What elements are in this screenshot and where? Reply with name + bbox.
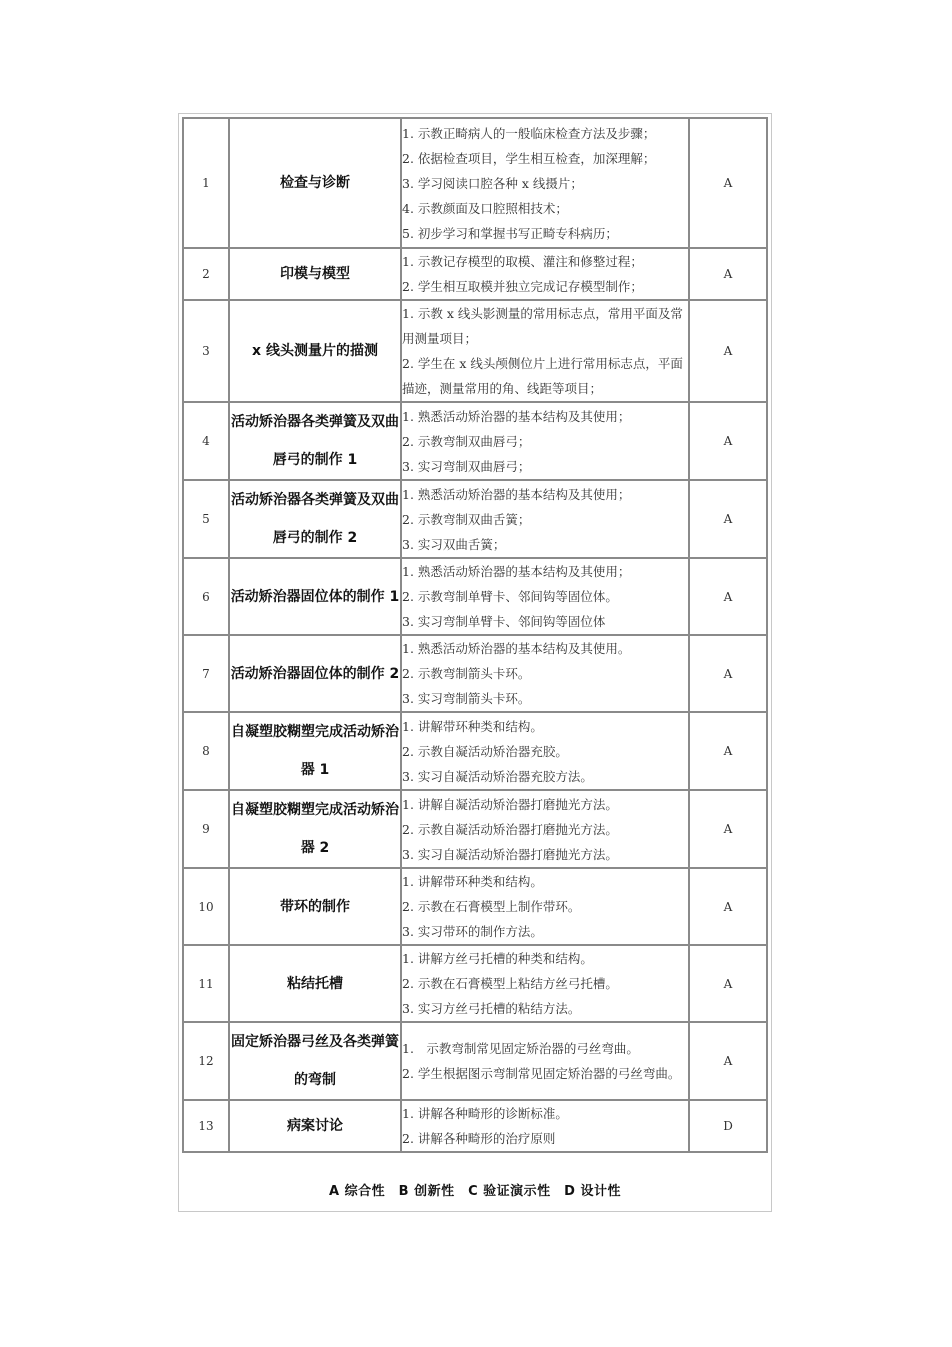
table-row — [183, 402, 767, 480]
experiment-name: 固定矫治器弓丝及各类弹簧的弯制 — [229, 1022, 401, 1100]
table-row — [183, 118, 767, 248]
content-line: 1. 示教 x 线头影测量的常用标志点，常用平面及常用测量项目； — [402, 306, 683, 346]
content-line: 2. 学生根据图示弯制常见固定矫治器的弓丝弯曲。 — [402, 1066, 681, 1081]
experiment-table — [182, 117, 768, 1153]
content-line: 2. 依据检查项目，学生相互检查，加深理解； — [402, 150, 656, 166]
experiment-table-body — [183, 118, 767, 1152]
content-line: 1. 示教正畸病人的一般临床检查方法及步骤； — [402, 125, 656, 141]
row-number: 12 — [183, 1022, 229, 1100]
content-line: 1. 讲解方丝弓托槽的种类和结构。 — [402, 951, 593, 966]
category-code: A — [689, 118, 767, 248]
content-line: 2. 学生在 x 线头颅侧位片上进行常用标志点，平面描迹，测量常用的角、线距等项目； — [402, 356, 683, 396]
content-line: 3. 实习弯制箭头卡环。 — [402, 691, 531, 706]
category-code: A — [689, 558, 767, 635]
content-line: 1. 讲解带环种类和结构。 — [402, 718, 543, 734]
content-line: 3. 实习方丝弓托槽的粘结方法。 — [402, 1001, 581, 1016]
experiment-content — [401, 1100, 689, 1152]
content-line: 2. 示教弯制单臂卡、邻间钩等固位体。 — [402, 589, 618, 604]
category-code: A — [689, 1022, 767, 1100]
table-row — [183, 558, 767, 635]
experiment-name: 带环的制作 — [229, 868, 401, 945]
content-line: 3. 实习弯制单臂卡、邻间钩等固位体 — [402, 614, 606, 629]
experiment-name: 活动矫治器各类弹簧及双曲唇弓的制作 2 — [229, 480, 401, 558]
experiment-content — [401, 480, 689, 558]
experiment-content — [401, 945, 689, 1022]
experiment-content — [401, 248, 689, 300]
category-code: A — [689, 300, 767, 402]
experiment-name: 粘结托槽 — [229, 945, 401, 1022]
content-line: 2. 示教弯制双曲唇弓； — [402, 433, 531, 449]
content-line: 2. 学生相互取模并独立完成记存模型制作； — [402, 279, 643, 294]
category-legend: A 综合性 B 创新性 C 验证演示性 D 设计性 — [329, 1184, 621, 1199]
content-line: 3. 实习自凝活动矫治器打磨抛光方法。 — [402, 846, 618, 862]
content-line: 5. 初步学习和掌握书写正畸专科病历； — [402, 225, 618, 241]
table-row — [183, 712, 767, 790]
category-code: A — [689, 868, 767, 945]
content-line: 3. 实习自凝活动矫治器充胶方法。 — [402, 768, 593, 784]
content-line: 1. 示教记存模型的取模、灌注和修整过程； — [402, 254, 643, 269]
table-row — [183, 635, 767, 712]
row-number: 4 — [183, 402, 229, 480]
row-number: 3 — [183, 300, 229, 402]
category-code: A — [689, 790, 767, 868]
content-line: 3. 学习阅读口腔各种 x 线摄片； — [402, 175, 583, 191]
row-number: 9 — [183, 790, 229, 868]
experiment-content — [401, 558, 689, 635]
category-code: A — [689, 945, 767, 1022]
experiment-content — [401, 1022, 689, 1100]
content-line: 2. 示教自凝活动矫治器充胶。 — [402, 743, 568, 759]
row-number: 10 — [183, 868, 229, 945]
content-line: 1. 讲解各种畸形的诊断标准。 — [402, 1106, 568, 1121]
experiment-name: 检查与诊断 — [229, 118, 401, 248]
row-number: 13 — [183, 1100, 229, 1152]
experiment-content — [401, 712, 689, 790]
content-line: 3. 实习带环的制作方法。 — [402, 924, 543, 939]
content-line: 3. 实习弯制双曲唇弓； — [402, 458, 531, 474]
row-number: 5 — [183, 480, 229, 558]
experiment-content — [401, 300, 689, 402]
experiment-content — [401, 868, 689, 945]
content-line: 1. 讲解自凝活动矫治器打磨抛光方法。 — [402, 796, 618, 812]
content-line: 2. 示教弯制箭头卡环。 — [402, 666, 531, 681]
experiment-name: 病案讨论 — [229, 1100, 401, 1152]
content-line: 1. 讲解带环种类和结构。 — [402, 874, 543, 889]
experiment-name: 自凝塑胶糊塑完成活动矫治器 2 — [229, 790, 401, 868]
category-code: A — [689, 635, 767, 712]
table-row — [183, 1100, 767, 1152]
experiment-content — [401, 790, 689, 868]
content-line: 2. 示教在石膏模型上制作带环。 — [402, 899, 581, 914]
table-row — [183, 1022, 767, 1100]
row-number: 1 — [183, 118, 229, 248]
content-line: 2. 讲解各种畸形的治疗原则 — [402, 1131, 556, 1146]
experiment-content — [401, 635, 689, 712]
row-number: 8 — [183, 712, 229, 790]
row-number: 11 — [183, 945, 229, 1022]
experiment-name: 活动矫治器各类弹簧及双曲唇弓的制作 1 — [229, 402, 401, 480]
experiment-name: 活动矫治器固位体的制作 2 — [229, 635, 401, 712]
category-code: A — [689, 480, 767, 558]
category-code: A — [689, 712, 767, 790]
content-line: 1. 熟悉活动矫治器的基本结构及其使用； — [402, 408, 631, 424]
table-row — [183, 300, 767, 402]
content-line: 3. 实习双曲舌簧； — [402, 536, 506, 552]
content-line: 1. 熟悉活动矫治器的基本结构及其使用； — [402, 564, 631, 579]
content-line: 1. 熟悉活动矫治器的基本结构及其使用； — [402, 486, 631, 502]
content-line: 2. 示教弯制双曲舌簧； — [402, 511, 531, 527]
experiment-name: x 线头测量片的描测 — [229, 300, 401, 402]
experiment-name: 活动矫治器固位体的制作 1 — [229, 558, 401, 635]
row-number: 2 — [183, 248, 229, 300]
category-code: A — [689, 248, 767, 300]
table-row — [183, 945, 767, 1022]
category-code: D — [689, 1100, 767, 1152]
content-line: 4. 示教颜面及口腔照相技术； — [402, 200, 568, 216]
table-row — [183, 480, 767, 558]
content-line: 2. 示教在石膏模型上粘结方丝弓托槽。 — [402, 976, 618, 991]
row-number: 6 — [183, 558, 229, 635]
content-line: 1. 熟悉活动矫治器的基本结构及其使用。 — [402, 641, 631, 656]
table-row — [183, 248, 767, 300]
experiment-name: 自凝塑胶糊塑完成活动矫治器 1 — [229, 712, 401, 790]
experiment-content — [401, 118, 689, 248]
content-line: 2. 示教自凝活动矫治器打磨抛光方法。 — [402, 821, 618, 837]
experiment-content — [401, 402, 689, 480]
row-number: 7 — [183, 635, 229, 712]
category-code: A — [689, 402, 767, 480]
table-row — [183, 868, 767, 945]
experiment-name: 印模与模型 — [229, 248, 401, 300]
table-row — [183, 790, 767, 868]
content-line: 1. 示教弯制常见固定矫治器的弓丝弯曲。 — [402, 1041, 639, 1056]
